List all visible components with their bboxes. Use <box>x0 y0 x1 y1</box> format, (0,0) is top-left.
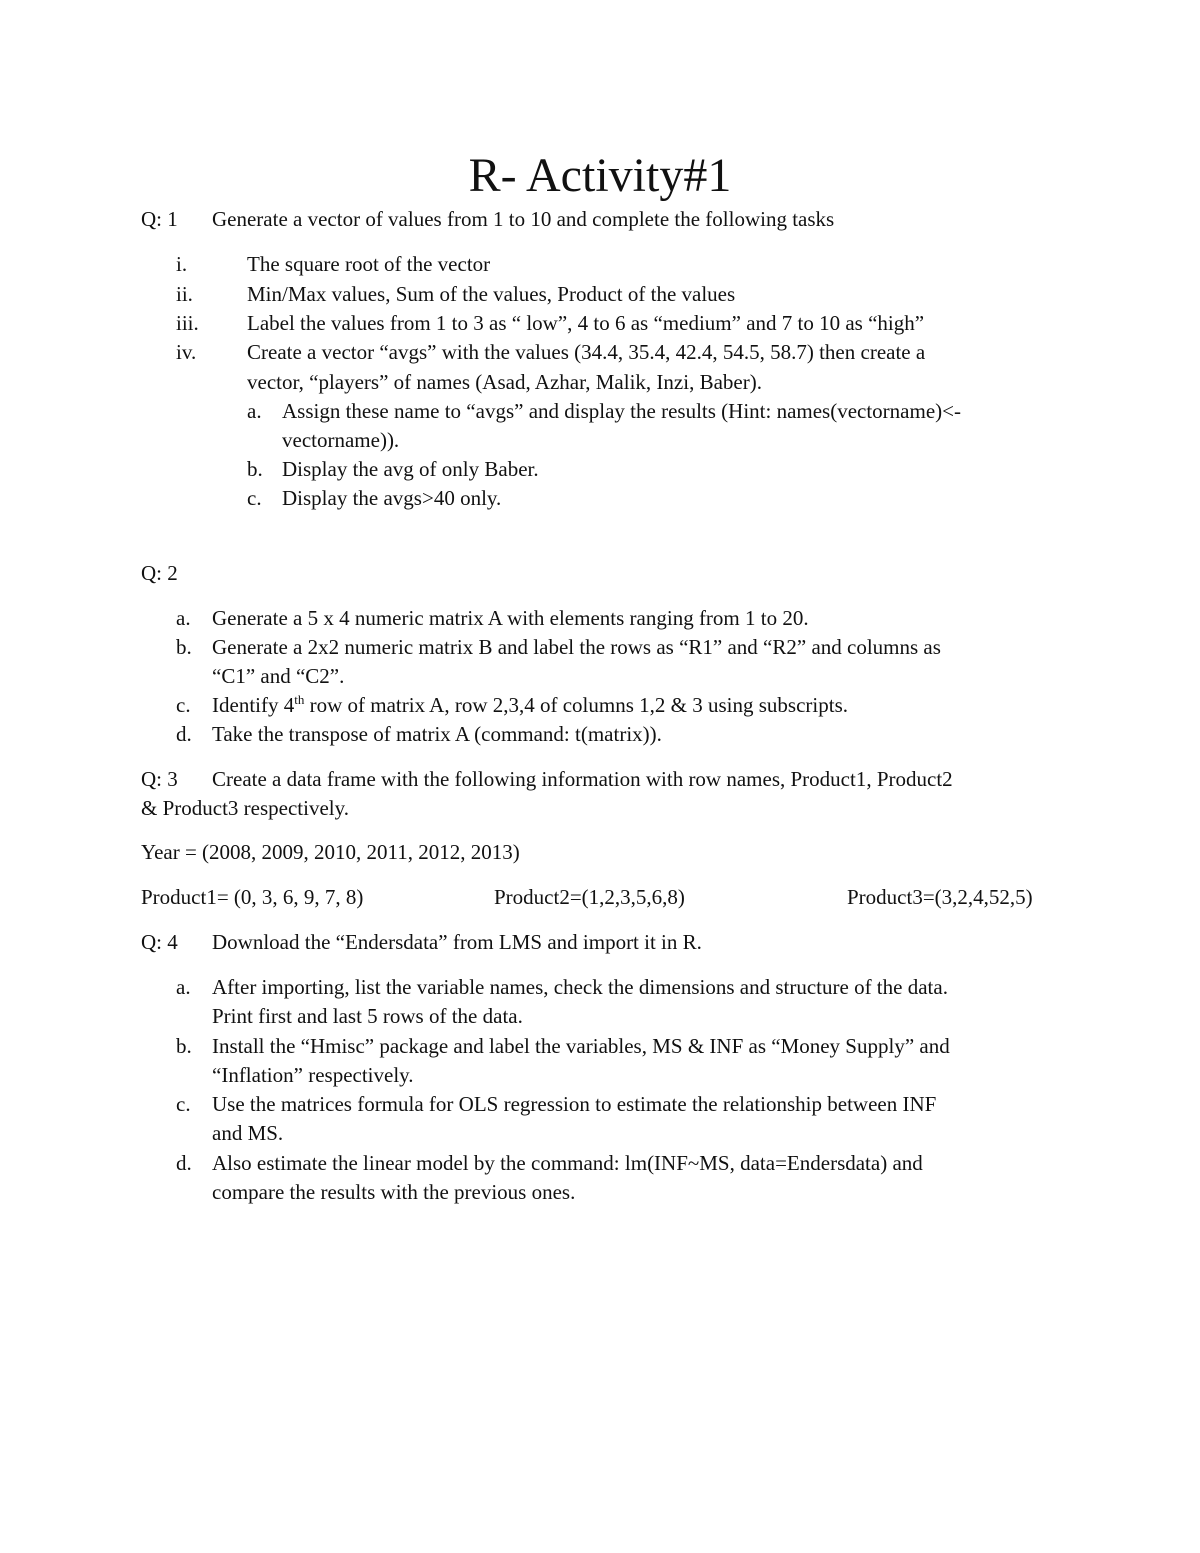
q2-item-text <box>212 691 848 719</box>
q3-label: Q: 3 <box>141 767 178 791</box>
q1-item-text: Label the values from 1 to 3 as “ low”, 4 to 6 as “medium” and 7 to 10 as “high” <box>247 311 925 335</box>
q1-item-marker: iii. <box>176 311 199 335</box>
q4-item-text: “Inflation” respectively. <box>212 1063 414 1087</box>
document-title: R- Activity#1 <box>468 149 732 202</box>
q3-product3: Product3=(3,2,4,52,5) <box>847 885 1033 909</box>
q4-item-marker: d. <box>176 1151 192 1175</box>
q1-subitem-marker: c. <box>247 486 262 510</box>
q4-item-text: Install the “Hmisc” package and label the variables, MS & INF as “Money Supply” and <box>212 1034 950 1058</box>
q2-item-text: Take the transpose of matrix A (command: t(matrix)). <box>212 722 662 746</box>
q4-label: Q: 4 <box>141 930 178 954</box>
q2-item-marker: d. <box>176 722 192 746</box>
q2-item-text: Generate a 2x2 numeric matrix B and label the rows as “R1” and “R2” and columns as <box>212 635 941 659</box>
q4-item-text: Print first and last 5 rows of the data. <box>212 1004 523 1028</box>
q4-item-text: After importing, list the variable names, check the dimensions and structure of the data. <box>212 975 948 999</box>
q4-item-marker: c. <box>176 1092 191 1116</box>
q1-item-marker: iv. <box>176 340 197 364</box>
q2-item-marker: b. <box>176 635 192 659</box>
q4-item-text: compare the results with the previous ones. <box>212 1180 576 1204</box>
q1-subitem-text: Display the avg of only Baber. <box>282 457 539 481</box>
q1-subitem-text: Assign these name to “avgs” and display the results (Hint: names(vectorname)<- <box>282 399 961 423</box>
q1-item-marker: i. <box>176 252 188 276</box>
q1-subitem-marker: a. <box>247 399 262 423</box>
q3-text: Create a data frame with the following information with row names, Product1, Product2 <box>212 767 953 791</box>
q1-item-text: Create a vector “avgs” with the values (34.4, 35.4, 42.4, 54.5, 58.7) then create a <box>247 340 926 364</box>
q3-year: Year = (2008, 2009, 2010, 2011, 2012, 2013) <box>141 840 520 864</box>
q1-subitem-marker: b. <box>247 457 263 481</box>
q2-item-marker: a. <box>176 606 191 630</box>
q2-item-text: Generate a 5 x 4 numeric matrix A with elements ranging from 1 to 20. <box>212 606 809 630</box>
q3-text: & Product3 respectively. <box>141 796 350 820</box>
q2-item-marker: c. <box>176 693 191 717</box>
q1-item-text: The square root of the vector <box>247 252 491 276</box>
q1-item-marker: ii. <box>176 282 193 306</box>
q1-label: Q: 1 <box>141 207 178 231</box>
q4-item-text: Use the matrices formula for OLS regression to estimate the relationship between INF <box>212 1092 937 1116</box>
q4-item-text: and MS. <box>212 1121 284 1145</box>
q1-item-text: Min/Max values, Sum of the values, Product of the values <box>247 282 736 306</box>
q2-item-text: “C1” and “C2”. <box>212 664 345 688</box>
ordinal-superscript: th <box>294 692 305 707</box>
q1-subitem-text: Display the avgs>40 only. <box>282 486 502 510</box>
q2-item-text-pre: Identify 4 <box>212 693 295 717</box>
q4-item-marker: a. <box>176 975 191 999</box>
q2-label: Q: 2 <box>141 561 178 585</box>
q4-item-text: Also estimate the linear model by the command: lm(INF~MS, data=Endersdata) and <box>212 1151 923 1175</box>
q1-item-text: vector, “players” of names (Asad, Azhar, Malik, Inzi, Baber). <box>247 370 762 394</box>
q3-product2: Product2=(1,2,3,5,6,8) <box>494 885 685 909</box>
q4-text: Download the “Endersdata” from LMS and import it in R. <box>212 930 702 954</box>
q3-product1: Product1= (0, 3, 6, 9, 7, 8) <box>141 885 364 909</box>
q1-subitem-text: vectorname)). <box>282 428 400 452</box>
q1-text: Generate a vector of values from 1 to 10 and complete the following tasks <box>212 207 835 231</box>
q4-item-marker: b. <box>176 1034 192 1058</box>
q2-item-text-post: row of matrix A, row 2,3,4 of columns 1,2 & 3 using subscripts. <box>304 693 848 717</box>
